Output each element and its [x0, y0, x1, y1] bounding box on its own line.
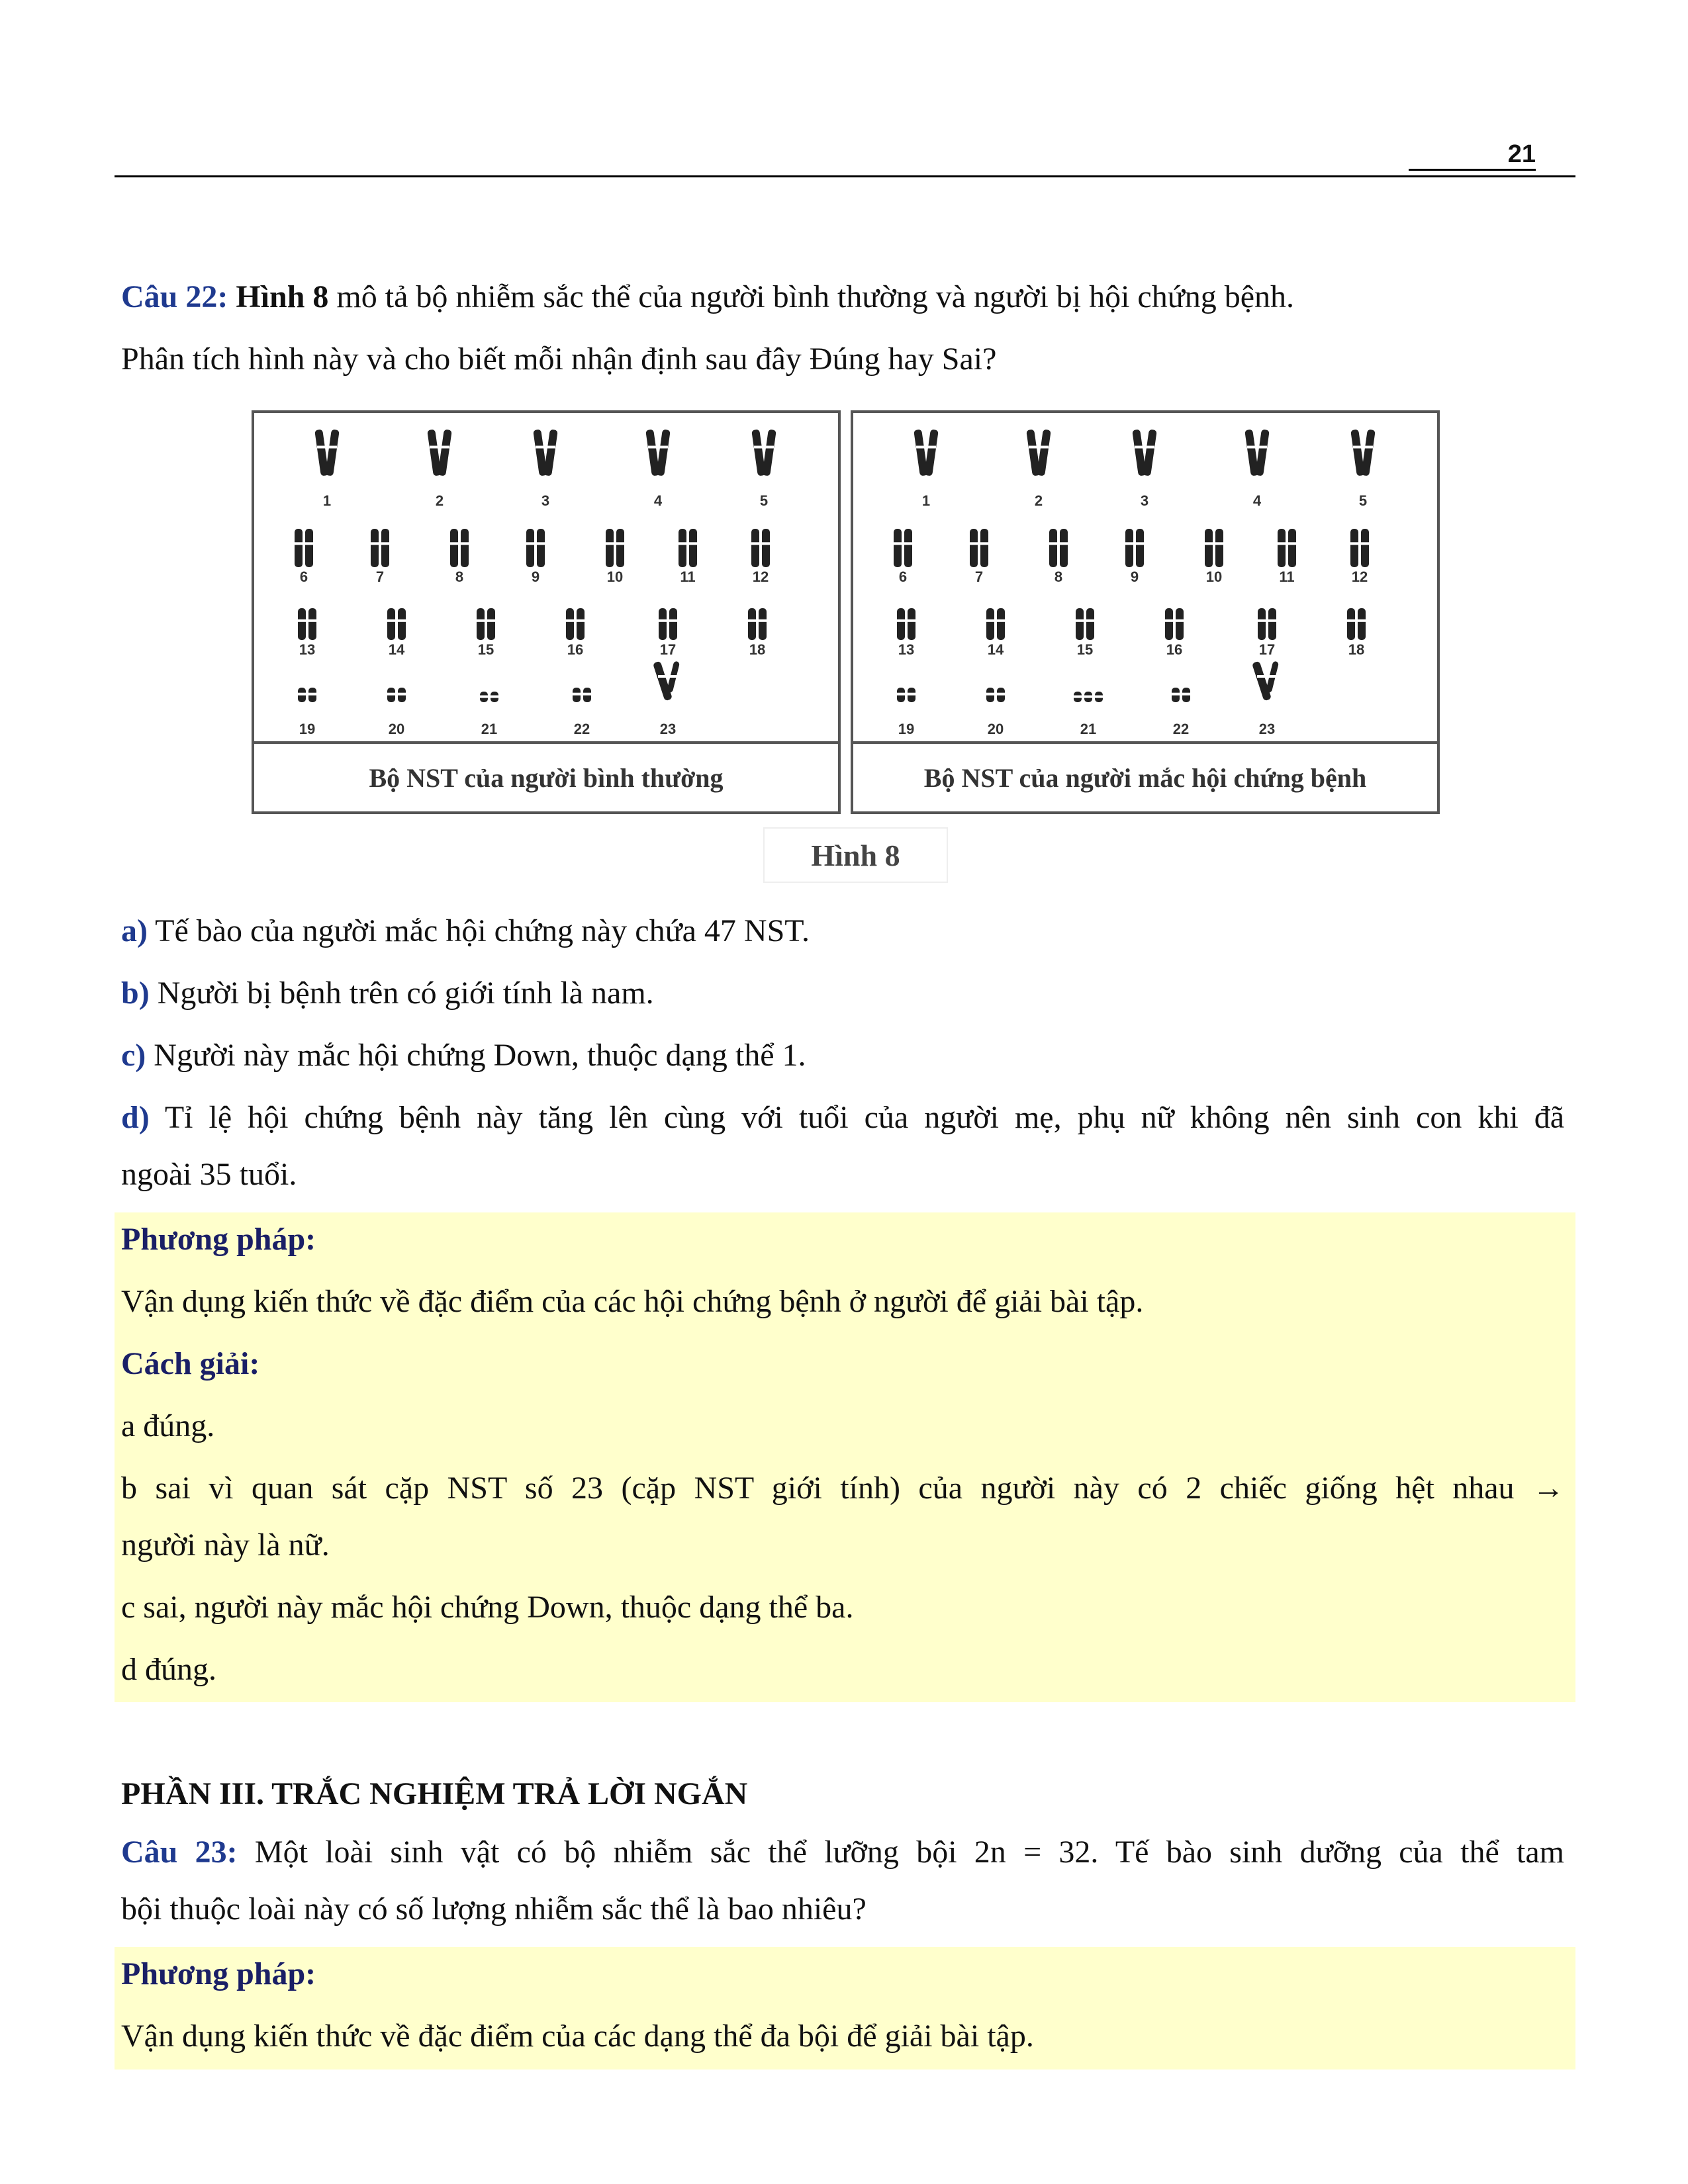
- chromosome-band: [1357, 619, 1366, 622]
- chromosome-mark: [1165, 608, 1173, 640]
- statement-a-letter: a): [121, 913, 148, 948]
- solution-22-method-label: Phương pháp:: [121, 1222, 316, 1257]
- chromosome-band: [751, 542, 760, 545]
- chromosome-number-label: 16: [1166, 641, 1183, 658]
- chromosome-band: [678, 542, 687, 545]
- syndrome-karyotype-panel: [851, 410, 1440, 814]
- chromosome-mark: [387, 608, 395, 640]
- chromosome-band: [1288, 542, 1297, 545]
- chromosome-mark: [751, 529, 759, 567]
- chromosome-band: [996, 619, 1006, 622]
- chromosome-mark: [1037, 430, 1051, 477]
- chromosome-number-label: 15: [1076, 641, 1094, 658]
- chromosome-band: [996, 693, 1006, 696]
- chromosome-number-label: 7: [974, 569, 984, 585]
- statement-c-letter: c): [121, 1038, 146, 1073]
- chromosome-number-label: 22: [573, 721, 590, 737]
- chromosome-band: [370, 542, 379, 545]
- chromosome-number-label: 3: [541, 492, 550, 509]
- section-3-title: PHẦN III. TRẮC NGHIỆM TRẢ LỜI NGẮN: [121, 1776, 748, 1811]
- chromosome-mark: [904, 529, 912, 567]
- chromosome-band: [440, 446, 449, 449]
- chromosome-mark: [1076, 608, 1084, 640]
- chromosome-band: [536, 446, 545, 449]
- chromosome-band: [1257, 675, 1266, 678]
- normal-karyotype-caption: Bộ NST của người bình thường: [254, 741, 838, 811]
- chromosome-mark: [398, 608, 406, 640]
- chromosome-number-label: 1: [921, 492, 931, 509]
- chromosome-band: [546, 446, 555, 449]
- chromosome-band: [754, 446, 763, 449]
- chromosome-band: [1094, 696, 1103, 698]
- chromosome-band: [688, 542, 698, 545]
- statement-d-line1: [121, 1097, 1564, 1138]
- chromosome-number-label: 16: [567, 641, 584, 658]
- chromosome-mark: [371, 529, 379, 567]
- chromosome-band: [308, 619, 317, 622]
- chromosome-band: [1277, 542, 1286, 545]
- chromosome-number-label: 11: [680, 569, 696, 585]
- chromosome-mark: [308, 608, 316, 640]
- chromosome-number-label: 19: [898, 721, 915, 737]
- chromosome-mark: [1205, 529, 1213, 567]
- chromosome-band: [1125, 542, 1134, 545]
- chromosome-number-label: 5: [759, 492, 769, 509]
- chromosome-mark: [679, 529, 686, 567]
- chromosome-mark: [1136, 529, 1144, 567]
- statement-c: [121, 1035, 806, 1076]
- chromosome-band: [896, 693, 906, 696]
- chromosome-band: [565, 619, 575, 622]
- question-23-label: Câu 23:: [121, 1835, 238, 1870]
- chromosome-band: [1135, 446, 1144, 449]
- chromosome-band: [1353, 446, 1362, 449]
- chromosome-band: [1268, 675, 1277, 678]
- chromosome-band: [896, 619, 906, 622]
- syndrome-karyotype-image: [853, 413, 1437, 744]
- chromosome-band: [576, 619, 585, 622]
- chromosome-band: [294, 542, 303, 545]
- chromosome-mark: [1268, 608, 1276, 640]
- chromosome-mark: [980, 529, 988, 567]
- statement-d-line2: ngoài 35 tuổi.: [121, 1157, 297, 1192]
- chromosome-mark: [1125, 529, 1133, 567]
- page-header: [115, 136, 1575, 177]
- chromosome-band: [1135, 542, 1145, 545]
- chromosome-number-label: 23: [659, 721, 677, 737]
- chromosome-number-label: 7: [375, 569, 385, 585]
- chromosome-band: [1086, 619, 1095, 622]
- chromosome-mark: [606, 529, 614, 567]
- chromosome-number-label: 17: [1258, 641, 1276, 658]
- chromosome-band: [747, 619, 757, 622]
- chromosome-band: [1247, 446, 1256, 449]
- chromosome-band: [479, 696, 489, 698]
- chromosome-mark: [438, 430, 452, 477]
- chromosome-number-label: 3: [1140, 492, 1149, 509]
- chromosome-mark: [759, 608, 767, 640]
- question-22-text1: mô tả bộ nhiễm sắc thể của người bình thường và người bị hội chứng bệnh.: [328, 279, 1295, 314]
- chromosome-number-label: 17: [659, 641, 677, 658]
- solution-22-b-line2: người này là nữ.: [121, 1527, 330, 1563]
- chromosome-band: [430, 446, 439, 449]
- chromosome-mark: [450, 529, 458, 567]
- chromosome-band: [328, 446, 337, 449]
- chromosome-number-label: 11: [1279, 569, 1295, 585]
- chromosome-band: [397, 693, 406, 696]
- chromosome-band: [1204, 542, 1213, 545]
- chromosome-number-label: 8: [1054, 569, 1063, 585]
- karyotype-figure: [252, 410, 1446, 821]
- chromosome-band: [381, 542, 390, 545]
- chromosome-number-label: 10: [1205, 569, 1223, 585]
- page-number: 21: [1409, 140, 1536, 171]
- chromosome-mark: [659, 608, 667, 640]
- chromosome-mark: [689, 529, 697, 567]
- chromosome-band: [669, 675, 678, 678]
- chromosome-mark: [924, 430, 939, 477]
- chromosome-number-label: 2: [435, 492, 444, 509]
- chromosome-mark: [762, 529, 770, 567]
- chromosome-mark: [997, 608, 1005, 640]
- chromosome-number-label: 10: [606, 569, 624, 585]
- chromosome-band: [1145, 446, 1154, 449]
- chromosome-band: [758, 619, 767, 622]
- chromosome-mark: [477, 608, 485, 640]
- figure-title: Hình 8: [763, 827, 948, 883]
- chromosome-number-label: 2: [1034, 492, 1043, 509]
- chromosome-band: [1171, 693, 1180, 696]
- chromosome-mark: [1347, 608, 1355, 640]
- statement-d-text1: Tỉ lệ hội chứng bệnh này tăng lên cùng với tuổi của người mẹ, phụ nữ không nên sinh con khi đã: [149, 1100, 1564, 1135]
- chromosome-band: [1175, 619, 1184, 622]
- chromosome-band: [927, 446, 936, 449]
- chromosome-band: [986, 619, 995, 622]
- chromosome-band: [761, 542, 771, 545]
- chromosome-band: [317, 446, 326, 449]
- chromosome-band: [907, 619, 916, 622]
- chromosome-band: [605, 542, 614, 545]
- chromosome-mark: [897, 608, 905, 640]
- chromosome-mark: [566, 608, 574, 640]
- chromosome-number-label: 21: [481, 721, 498, 737]
- normal-karyotype-panel: [252, 410, 841, 814]
- statement-b-letter: b): [121, 976, 150, 1011]
- chromosome-number-label: 19: [299, 721, 316, 737]
- chromosome-number-label: 6: [898, 569, 908, 585]
- chromosome-band: [460, 542, 469, 545]
- question-23-line2: bội thuộc loài này có số lượng nhiễm sắc thể là bao nhiêu?: [121, 1891, 867, 1927]
- chromosome-mark: [1350, 529, 1358, 567]
- chromosome-band: [1164, 619, 1174, 622]
- chromosome-mark: [1255, 430, 1270, 477]
- chromosome-band: [397, 619, 406, 622]
- chromosome-band: [765, 446, 774, 449]
- chromosome-number-label: 13: [299, 641, 316, 658]
- chromosome-number-label: 13: [898, 641, 915, 658]
- solution-22-method-text: Vận dụng kiến thức về đặc điểm của các hội chứng bệnh ở người để giải bài tập.: [121, 1284, 1144, 1319]
- figure-reference: Hình 8: [236, 279, 329, 314]
- statement-c-text: Người này mắc hội chứng Down, thuộc dạng thể 1.: [146, 1038, 806, 1073]
- chromosome-number-label: 12: [752, 569, 769, 585]
- statement-a: [121, 911, 810, 952]
- chromosome-mark: [543, 430, 558, 477]
- chromosome-mark: [305, 529, 313, 567]
- statement-a-text: Tế bào của người mắc hội chứng này chứa 47 NST.: [147, 913, 810, 948]
- solution-22-b-line1: b sai vì quan sát cặp NST số 23 (cặp NST giới tính) của người này có 2 chiếc giống hệt nhau →: [121, 1471, 1564, 1506]
- chromosome-mark: [526, 529, 534, 567]
- chromosome-number-label: 8: [455, 569, 464, 585]
- chromosome-band: [1360, 542, 1370, 545]
- chromosome-band: [1258, 446, 1267, 449]
- chromosome-mark: [537, 529, 545, 567]
- chromosome-mark: [908, 608, 915, 640]
- chromosome-mark: [1358, 608, 1366, 640]
- chromosome-band: [476, 619, 485, 622]
- statement-b: [121, 973, 654, 1014]
- chromosome-number-label: 5: [1358, 492, 1368, 509]
- chromosome-band: [893, 542, 902, 545]
- solution-22-d: d đúng.: [121, 1652, 216, 1687]
- chromosome-band: [305, 542, 314, 545]
- chromosome-mark: [894, 529, 902, 567]
- chromosome-number-label: 1: [322, 492, 332, 509]
- chromosome-band: [1364, 446, 1373, 449]
- chromosome-mark: [1143, 430, 1157, 477]
- syndrome-karyotype-caption: Bộ NST của người mắc hội chứng bệnh: [853, 741, 1437, 811]
- chromosome-mark: [986, 608, 994, 640]
- chromosome-mark: [1049, 529, 1057, 567]
- chromosome-band: [1257, 619, 1266, 622]
- chromosome-number-label: 20: [987, 721, 1004, 737]
- question-22-line1: [121, 277, 1294, 318]
- chromosome-mark: [325, 430, 340, 477]
- chromosome-band: [1049, 542, 1058, 545]
- chromosome-number-label: 21: [1080, 721, 1097, 737]
- chromosome-band: [1084, 696, 1093, 698]
- chromosome-mark: [748, 608, 756, 640]
- chromosome-band: [1268, 619, 1277, 622]
- chromosome-mark: [762, 430, 776, 477]
- chromosome-band: [980, 542, 989, 545]
- chromosome-mark: [669, 608, 677, 640]
- chromosome-number-label: 4: [1252, 492, 1262, 509]
- chromosome-band: [659, 446, 668, 449]
- chromosome-band: [387, 693, 396, 696]
- question-23-text1: Một loài sinh vật có bộ nhiễm sắc thể lưỡng bội 2n = 32. Tế bào sinh dưỡng của thể tam: [237, 1835, 1565, 1870]
- chromosome-mark: [1060, 529, 1068, 567]
- chromosome-band: [297, 619, 306, 622]
- chromosome-band: [308, 693, 317, 696]
- chromosome-band: [1215, 542, 1224, 545]
- chromosome-number-label: 18: [1348, 641, 1365, 658]
- statement-d-letter: d): [121, 1100, 150, 1135]
- chromosome-number-label: 18: [749, 641, 766, 658]
- solution-23-method-text: Vận dụng kiến thức về đặc điểm của các dạng thể đa bội để giải bài tập.: [121, 2019, 1034, 2054]
- chromosome-mark: [970, 529, 978, 567]
- chromosome-band: [449, 542, 459, 545]
- question-23-line1: [121, 1832, 1564, 1873]
- chromosome-band: [536, 542, 545, 545]
- chromosome-mark: [487, 608, 495, 640]
- chromosome-number-label: 12: [1351, 569, 1368, 585]
- chromosome-band: [297, 693, 306, 696]
- chromosome-number-label: 9: [531, 569, 540, 585]
- chromosome-mark: [656, 430, 671, 477]
- chromosome-band: [1039, 446, 1049, 449]
- chromosome-mark: [1176, 608, 1184, 640]
- chromosome-number-label: 14: [987, 641, 1004, 658]
- chromosome-mark: [1215, 529, 1223, 567]
- chromosome-band: [907, 693, 916, 696]
- chromosome-band: [1059, 542, 1068, 545]
- chromosome-mark: [1361, 430, 1376, 477]
- chromosome-band: [658, 675, 667, 678]
- chromosome-band: [916, 446, 925, 449]
- chromosome-band: [490, 696, 499, 698]
- chromosome-mark: [1361, 529, 1369, 567]
- chromosome-band: [969, 542, 978, 545]
- chromosome-band: [572, 693, 581, 696]
- chromosome-mark: [461, 529, 469, 567]
- chromosome-band: [1350, 542, 1359, 545]
- chromosome-band: [648, 446, 657, 449]
- chromosome-number-label: 4: [653, 492, 663, 509]
- chromosome-number-label: 23: [1258, 721, 1276, 737]
- chromosome-band: [658, 619, 667, 622]
- chromosome-band: [1346, 619, 1356, 622]
- chromosome-number-label: 14: [388, 641, 405, 658]
- chromosome-mark: [1288, 529, 1296, 567]
- chromosome-band: [1073, 696, 1082, 698]
- chromosome-band: [583, 693, 592, 696]
- chromosome-mark: [295, 529, 303, 567]
- solution-22-answer-label: Cách giải:: [121, 1346, 260, 1381]
- chromosome-number-label: 22: [1172, 721, 1190, 737]
- question-22-line2: Phân tích hình này và cho biết mỗi nhận định sau đây Đúng hay Sai?: [121, 341, 997, 377]
- chromosome-mark: [298, 608, 306, 640]
- chromosome-band: [986, 693, 995, 696]
- chromosome-mark: [577, 608, 585, 640]
- chromosome-band: [1029, 446, 1038, 449]
- chromosome-band: [1075, 619, 1084, 622]
- chromosome-mark: [1086, 608, 1094, 640]
- solution-22-a: a đúng.: [121, 1408, 215, 1443]
- solution-22-c: c sai, người này mắc hội chứng Down, thuộc dạng thể ba.: [121, 1590, 854, 1625]
- solution-23-method-label: Phương pháp:: [121, 1956, 316, 1991]
- statement-b-text: Người bị bệnh trên có giới tính là nam.: [149, 976, 654, 1011]
- chromosome-mark: [616, 529, 624, 567]
- chromosome-band: [1182, 693, 1191, 696]
- chromosome-band: [387, 619, 396, 622]
- chromosome-mark: [1258, 608, 1266, 640]
- chromosome-mark: [381, 529, 389, 567]
- chromosome-number-label: 20: [388, 721, 405, 737]
- question-22-label: Câu 22:: [121, 279, 228, 314]
- chromosome-band: [487, 619, 496, 622]
- chromosome-band: [669, 619, 678, 622]
- chromosome-mark: [1278, 529, 1286, 567]
- chromosome-number-label: 15: [477, 641, 494, 658]
- normal-karyotype-image: [254, 413, 838, 744]
- chromosome-number-label: 6: [299, 569, 308, 585]
- chromosome-number-label: 9: [1130, 569, 1139, 585]
- chromosome-band: [616, 542, 625, 545]
- chromosome-band: [904, 542, 913, 545]
- chromosome-band: [526, 542, 535, 545]
